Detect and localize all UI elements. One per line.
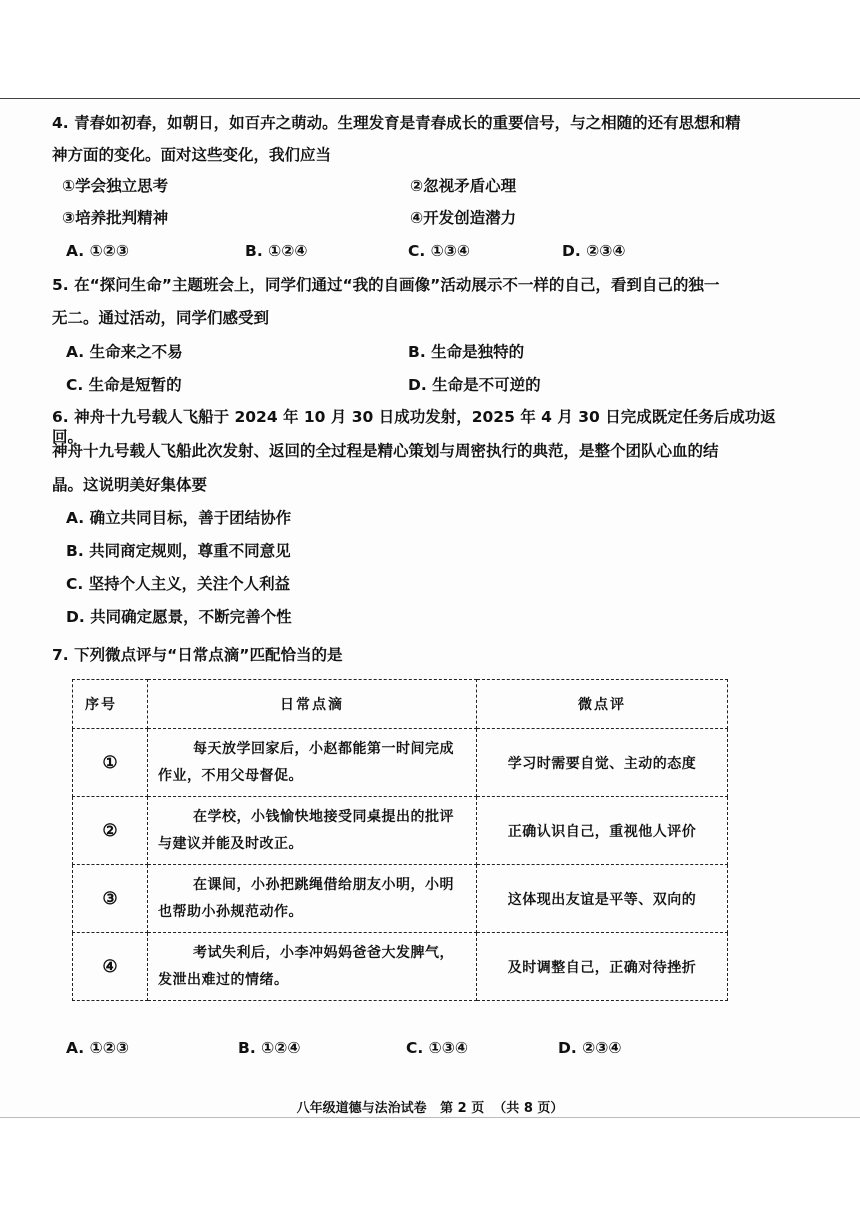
header-daily: 日常点滴 bbox=[148, 680, 477, 729]
q4-option-b: B. ①②④ bbox=[245, 242, 308, 260]
q4-stem-line2: 神方面的变化。面对这些变化，我们应当 bbox=[52, 146, 332, 164]
row-index: ① bbox=[73, 729, 148, 797]
q5-option-c: C. 生命是短暂的 bbox=[66, 376, 182, 394]
q6-option-b: B. 共同商定规则，尊重不同意见 bbox=[66, 542, 291, 560]
row-daily: 在课间，小孙把跳绳借给朋友小明，小明也帮助小孙规范动作。 bbox=[148, 865, 477, 933]
q4-option-a: A. ①②③ bbox=[66, 242, 129, 260]
q6-stem-line2: 神舟十九号载人飞船此次发射、返回的全过程是精心策划与周密执行的典范，是整个团队心血的结 bbox=[52, 442, 719, 460]
q4-statement-2: ②忽视矛盾心理 bbox=[410, 177, 517, 195]
header-index: 序号 bbox=[73, 680, 148, 729]
q5-stem-line2: 无二。通过活动，同学们感受到 bbox=[52, 309, 270, 327]
q6-stem-line1: 6. 神舟十九号载人飞船于 2024 年 10 月 30 日成功发射，2025 年 4 月 30 日完成既定任务后成功返回。 bbox=[52, 408, 776, 446]
q4-option-d: D. ②③④ bbox=[562, 242, 626, 260]
q7-option-c: C. ①③④ bbox=[406, 1039, 469, 1057]
q7-option-d: D. ②③④ bbox=[558, 1039, 622, 1057]
table-row bbox=[73, 865, 728, 933]
q4-statement-4: ④开发创造潜力 bbox=[410, 209, 517, 227]
row-daily: 在学校，小钱愉快地接受同桌提出的批评与建议并能及时改正。 bbox=[148, 797, 477, 865]
q7-stem: 7. 下列微点评与“日常点滴”匹配恰当的是 bbox=[52, 646, 343, 664]
table-header-row bbox=[73, 680, 728, 729]
row-comment: 正确认识自己，重视他人评价 bbox=[477, 797, 728, 865]
q7-option-b: B. ①②④ bbox=[238, 1039, 301, 1057]
row-index: ③ bbox=[73, 865, 148, 933]
q4-stem-line1: 4. 青春如初春，如朝日，如百卉之萌动。生理发育是青春成长的重要信号，与之相随的还有思想和精 bbox=[52, 114, 741, 132]
q5-option-d: D. 生命是不可逆的 bbox=[408, 376, 541, 394]
row-comment: 及时调整自己，正确对待挫折 bbox=[477, 933, 728, 1001]
page-footer: 八年级道德与法治试卷 第 2 页 （共 8 页） bbox=[296, 1101, 564, 1116]
q4-option-c: C. ①③④ bbox=[408, 242, 471, 260]
q5-option-a: A. 生命来之不易 bbox=[66, 343, 183, 361]
q7-option-a: A. ①②③ bbox=[66, 1039, 129, 1057]
header-comment: 微点评 bbox=[477, 680, 728, 729]
q5-option-b: B. 生命是独特的 bbox=[408, 343, 525, 361]
q6-option-c: C. 坚持个人主义，关注个人利益 bbox=[66, 575, 291, 593]
row-daily: 考试失利后，小李冲妈妈爸爸大发脾气，发泄出难过的情绪。 bbox=[148, 933, 477, 1001]
row-index: ② bbox=[73, 797, 148, 865]
table-row bbox=[73, 933, 728, 1001]
q6-stem-line3: 晶。这说明美好集体要 bbox=[52, 476, 208, 494]
q5-stem-line1: 5. 在“探问生命”主题班会上，同学们通过“我的自画像”活动展示不一样的自己，看到自己的独一 bbox=[52, 276, 720, 294]
row-daily: 每天放学回家后，小赵都能第一时间完成作业，不用父母督促。 bbox=[148, 729, 477, 797]
row-comment: 这体现出友谊是平等、双向的 bbox=[477, 865, 728, 933]
row-comment: 学习时需要自觉、主动的态度 bbox=[477, 729, 728, 797]
q4-statement-1: ①学会独立思考 bbox=[62, 177, 169, 195]
row-index: ④ bbox=[73, 933, 148, 1001]
table-row bbox=[73, 797, 728, 865]
table-row bbox=[73, 729, 728, 797]
q4-statement-3: ③培养批判精神 bbox=[62, 209, 169, 227]
q6-option-a: A. 确立共同目标，善于团结协作 bbox=[66, 509, 292, 527]
q7-table bbox=[72, 679, 728, 1001]
q6-option-d: D. 共同确定愿景，不断完善个性 bbox=[66, 608, 292, 626]
